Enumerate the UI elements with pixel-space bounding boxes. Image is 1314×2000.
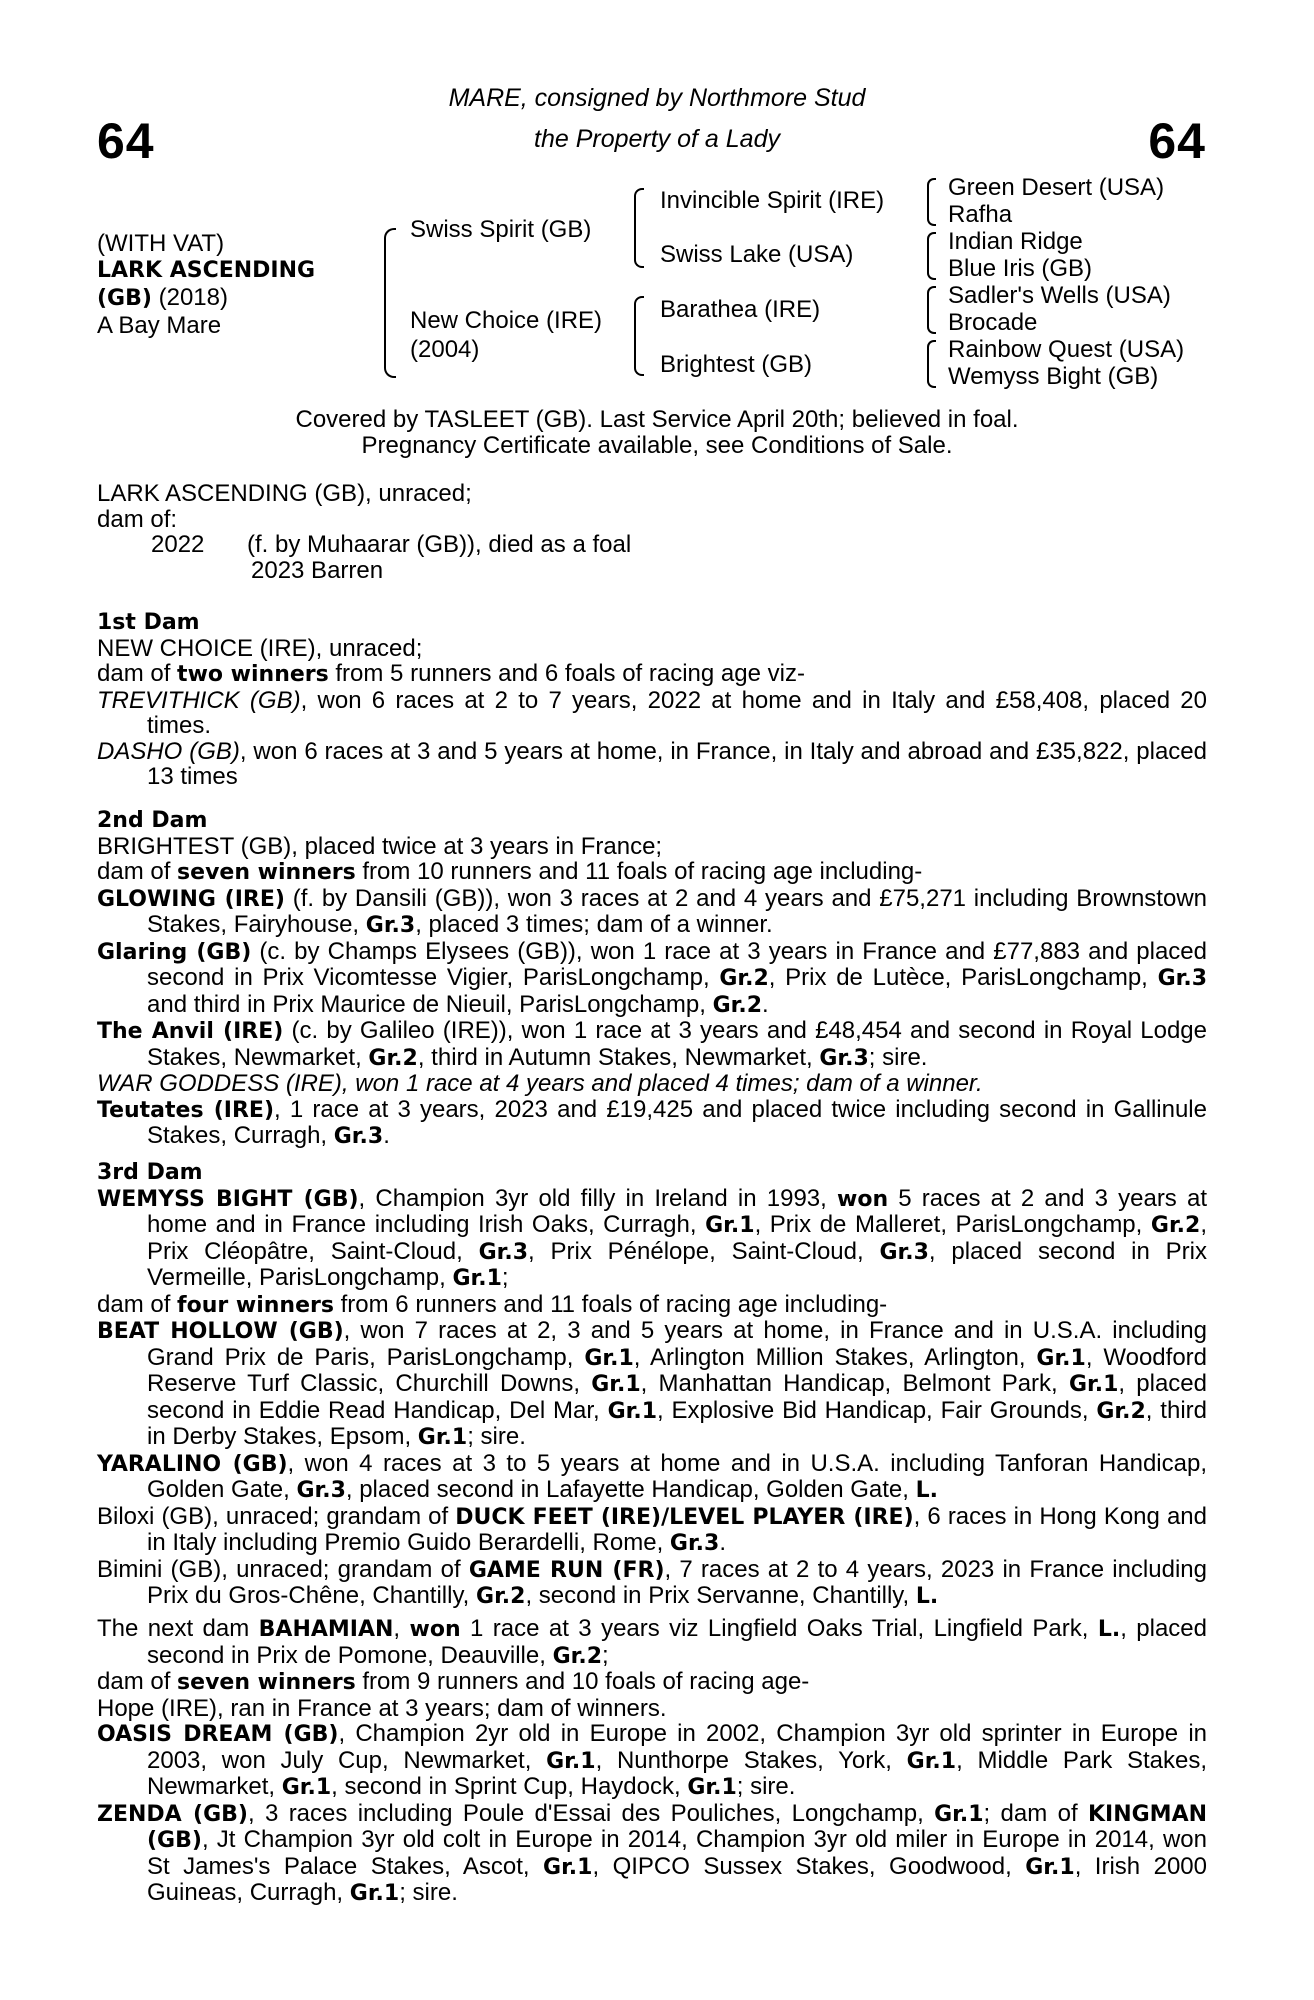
horse-year: (2018) (158, 284, 228, 311)
cover-line-2: Pregnancy Certificate available, see Conditions of Sale. (361, 432, 953, 459)
text: , placed second in Lafayette Handicap, Golden Gate, (345, 1476, 916, 1503)
sdd: Blue Iris (GB) (948, 255, 1093, 282)
text: 1 race at 3 years viz Lingfield Oaks Trial, Lingfield Park, (460, 1615, 1098, 1642)
text: , placed 3 times; dam of a winner. (415, 911, 773, 938)
pedigree-brace-2 (634, 188, 644, 268)
progeny-entry (97, 1801, 1207, 1907)
grade: Gr.3 (669, 1531, 720, 1556)
grade: Gr.3 (296, 1478, 346, 1503)
next-dam-section (97, 1616, 1207, 1907)
horse-name: LARK ASCENDING (97, 258, 316, 283)
text: , Nunthorpe Stakes, York, (595, 1746, 907, 1774)
grade: Gr.2 (712, 992, 763, 1018)
first-dam-heading: 1st Dam (97, 610, 200, 635)
grade: Gr.2 (1150, 1213, 1201, 1238)
winners-count: seven winners (177, 860, 356, 885)
produce-section (97, 481, 1207, 583)
grade: Gr.1 (1036, 1345, 1086, 1371)
dam-dam: Brightest (GB) (660, 351, 813, 378)
text: from 9 runners and 10 foals of racing age- (355, 1668, 810, 1695)
grade: Gr.1 (584, 1345, 634, 1371)
text: , Jt Champion 3yr old colt in Europe in 2014, Champion 3yr old miler in Europe in 2014, won St James's Palace Stakes, Ascot, (147, 1826, 1207, 1880)
text: , 1 race at 3 years, 2023 and £19,425 and placed twice including second in Gallinule Stakes, Curragh, (147, 1095, 1207, 1149)
horse-desc: A Bay Mare (97, 312, 222, 339)
sire-sire: Invincible Spirit (IRE) (660, 187, 885, 214)
text: and third in Prix Maurice de Nieuil, ParisLongchamp, (147, 990, 713, 1018)
produce-line-2: dam of: (97, 505, 178, 533)
dds: Rainbow Quest (USA) (948, 336, 1185, 363)
progeny-entry (97, 1097, 1207, 1150)
grade: L. (1097, 1617, 1121, 1642)
produce-line-1: LARK ASCENDING (GB), unraced; (97, 480, 472, 507)
grade: Gr.2 (368, 1045, 418, 1071)
pedigree-brace-3 (634, 296, 644, 376)
grade: Gr.1 (607, 1398, 658, 1424)
progeny-name: GLOWING (IRE) (97, 886, 285, 912)
text: Bimini (GB), unraced; grandam of (97, 1555, 469, 1583)
progeny-name: OASIS DREAM (GB) (97, 1722, 339, 1747)
grade: Gr.2 (1096, 1398, 1146, 1424)
grade: Gr.1 (687, 1775, 737, 1800)
text: dam of (97, 1668, 178, 1695)
first-dam-section (97, 610, 1207, 790)
progeny-name: GAME RUN (FR) (468, 1557, 665, 1583)
text: . (762, 990, 769, 1018)
grade: Gr.1 (591, 1372, 641, 1397)
text: ; (602, 1641, 609, 1669)
progeny-name: Teutates (IRE) (97, 1097, 274, 1123)
text: , Woodford Reserve Turf Classic, Churchill Downs, (147, 1343, 1208, 1397)
vat-label: (WITH VAT) (97, 230, 225, 257)
text: The next dam (97, 1615, 259, 1642)
text: , second in Prix Servanne, Chantilly, (525, 1582, 916, 1609)
grade: Gr.2 (552, 1643, 602, 1669)
text: , won 6 races at 2 to 7 years, 2022 at home and in Italy and £58,408, placed 20 times. (147, 686, 1207, 739)
sss: Green Desert (USA) (948, 174, 1165, 201)
text: , 3 races including Poule d'Essai des Pouliches, Longchamp, (247, 1799, 935, 1827)
text: , 6 races in Hong Kong and in Italy including Premio Guido Berardelli, Rome, (147, 1502, 1207, 1556)
progeny-entry: WAR GODDESS (IRE), won 1 race at 4 years and placed 4 times; dam of a winner. (97, 1070, 983, 1097)
text: ; sire. (736, 1773, 796, 1800)
grade: Gr.1 (1068, 1372, 1119, 1397)
progeny-name: TREVITHICK (GB) (97, 686, 301, 714)
grade: Gr.1 (546, 1748, 596, 1774)
lot-number-right: 64 (1148, 113, 1206, 169)
text: ; sire. (868, 1043, 928, 1071)
pedigree-brace-4 (927, 178, 936, 226)
text: , placed second in Prix Vermeille, ParisLongchamp, (147, 1237, 1207, 1291)
second-dam-section (97, 808, 1207, 1150)
pedigree-brace-7 (927, 340, 936, 388)
text: , third in Autumn Stakes, Newmarket, (417, 1043, 820, 1071)
text: , Arlington Million Stakes, Arlington, (633, 1343, 1037, 1371)
cover-line-1: Covered by TASLEET (GB). Last Service April 20th; believed in foal. (295, 406, 1019, 433)
text: , placed second in Prix de Pomone, Deauville, (147, 1615, 1208, 1669)
grade: Gr.2 (476, 1584, 526, 1609)
progeny-name: DASHO (GB) (97, 737, 240, 765)
text: , Middle Park Stakes, Newmarket, (147, 1746, 1208, 1800)
third-dam-heading: 3rd Dam (97, 1160, 203, 1185)
horse-block (97, 230, 315, 339)
grade: Gr.1 (705, 1213, 755, 1238)
text: ; (501, 1264, 509, 1291)
text: (c. by Galileo (IRE)), won 1 race at 3 years and £48,454 and second in Royal Lodge Stakes, Newmarket, (147, 1017, 1207, 1071)
text: , Manhattan Handicap, Belmont Park, (640, 1370, 1069, 1397)
ddd: Wemyss Bight (GB) (948, 363, 1159, 390)
ssd: Rafha (948, 201, 1013, 228)
text: , 7 races at 2 to 4 years, 2023 in France including Prix du Gros-Chêne, Chantilly, (147, 1555, 1207, 1609)
text: , Explosive Bid Handicap, Fair Grounds, (657, 1396, 1097, 1424)
progeny-name: KINGMAN (GB) (147, 1801, 1208, 1853)
progeny-name: DUCK FEET (IRE)/LEVEL PLAYER (IRE) (455, 1504, 914, 1530)
horse-country: (GB) (97, 286, 152, 311)
progeny-entry (97, 688, 1207, 739)
grade: Gr.3 (478, 1239, 529, 1265)
pedigree-brace-1 (384, 228, 396, 378)
second-dam-line-1: BRIGHTEST (GB), placed twice at 3 years in France; (97, 832, 663, 860)
grade: Gr.1 (417, 1425, 468, 1450)
progeny-name: The Anvil (IRE) (97, 1019, 284, 1044)
text: , won 6 races at 3 and 5 years at home, in France, in Italy and abroad and £35,822, placed 13 times (147, 737, 1208, 790)
pedigree-brace-5 (927, 232, 936, 280)
dss: Sadler's Wells (USA) (948, 282, 1171, 309)
winners-count: two winners (177, 662, 329, 687)
progeny-name: BEAT HOLLOW (GB) (97, 1319, 344, 1344)
text: ; dam of (983, 1799, 1088, 1827)
grade: Gr.2 (719, 966, 769, 991)
produce-entry-2: 2023 Barren (251, 556, 384, 584)
grade: L. (915, 1584, 939, 1609)
consignor-line: MARE, consigned by Northmore Stud (448, 84, 866, 112)
pedigree-brace-6 (927, 286, 936, 334)
sire: Swiss Spirit (GB) (410, 216, 592, 243)
third-dam-section (97, 1160, 1207, 1610)
dam-name: BAHAMIAN (258, 1617, 394, 1642)
text: dam of (97, 1290, 178, 1318)
won: won (837, 1186, 889, 1212)
dam-year: (2004) (410, 336, 480, 363)
first-dam-line-1: NEW CHOICE (IRE), unraced; (97, 634, 423, 662)
text: , Champion 2yr old in Europe in 2002, Champion 3yr old sprinter in Europe in 2003, won July Cup, Newmarket, (147, 1720, 1207, 1774)
text: , QIPCO Sussex Stakes, Goodwood, (592, 1852, 1026, 1880)
text: , (393, 1615, 410, 1642)
text: , Prix de Lutèce, ParisLongchamp, (768, 964, 1158, 991)
grade: Gr.1 (543, 1854, 593, 1880)
dsd: Brocade (948, 309, 1038, 336)
progeny-entry (97, 1318, 1207, 1451)
text: , third in Derby Stakes, Epsom, (147, 1396, 1207, 1450)
text: Biloxi (GB), unraced; grandam of (97, 1502, 456, 1530)
progeny-entry (97, 1557, 1207, 1610)
winners-count: seven winners (177, 1670, 356, 1695)
text: , Champion 3yr old filly in Ireland in 1993, (358, 1184, 837, 1212)
text: . (719, 1529, 727, 1556)
progeny-entry (97, 1721, 1207, 1801)
text: , Prix de Malleret, ParisLongchamp, (754, 1211, 1151, 1238)
dam: New Choice (IRE) (410, 307, 603, 334)
grade: Gr.1 (906, 1748, 957, 1774)
grade: Gr.1 (349, 1881, 400, 1906)
second-dam-heading: 2nd Dam (97, 808, 208, 833)
progeny-entry (97, 886, 1207, 939)
grade: Gr.3 (1157, 966, 1207, 991)
text: , Prix Pénélope, Saint-Cloud, (528, 1237, 880, 1265)
text: , Prix Cléopâtre, Saint-Cloud, (147, 1211, 1207, 1265)
text: from 6 runners and 11 foals of racing age including- (333, 1290, 888, 1318)
text: dam of (97, 660, 178, 687)
winners-count: four winners (177, 1292, 334, 1318)
progeny-entry (97, 1018, 1207, 1071)
dam-name: WEMYSS BIGHT (GB) (97, 1186, 359, 1212)
text: . (383, 1122, 390, 1149)
text: dam of (97, 858, 178, 885)
grade: Gr.3 (819, 1045, 869, 1071)
progeny-entry (97, 739, 1207, 790)
sds: Indian Ridge (948, 228, 1083, 255)
text: 5 races at 2 and 3 years at home and in France including Irish Oaks, Curragh, (147, 1184, 1207, 1238)
grade: Gr.3 (879, 1239, 929, 1265)
grade: Gr.3 (333, 1124, 384, 1149)
text: from 5 runners and 6 foals of racing age viz- (328, 660, 805, 687)
grade: L. (915, 1478, 938, 1503)
progeny-name: ZENDA (GB) (97, 1801, 248, 1827)
grade: Gr.1 (934, 1801, 984, 1827)
text: , placed second in Eddie Read Handicap, Del Mar, (147, 1370, 1207, 1424)
won: won (409, 1617, 461, 1642)
text: from 10 runners and 11 foals of racing age including- (355, 858, 923, 885)
text: (c. by Champs Elysees (GB)), won 1 race at 3 years in France and £77,883 and placed second in Prix Vicomtesse Vigier, ParisLongchamp, (147, 937, 1208, 991)
property-line: the Property of a Lady (534, 125, 780, 153)
progeny-entry (97, 1451, 1207, 1504)
text: , Irish 2000 Guineas, Curragh, (147, 1852, 1207, 1906)
produce-year: 2022 (151, 531, 205, 558)
text: , second in Sprint Cup, Haydock, (331, 1773, 688, 1800)
progeny-entry (97, 1504, 1207, 1557)
text: ; sire. (399, 1879, 458, 1906)
text: , won 7 races at 2, 3 and 5 years at home, in France and in U.S.A. including Grand Prix de Paris, ParisLongchamp, (147, 1317, 1208, 1371)
grade: Gr.1 (281, 1775, 332, 1800)
grade: Gr.1 (452, 1266, 502, 1291)
produce-entry-1: (f. by Muhaarar (GB)), died as a foal (247, 531, 632, 558)
progeny-entry (97, 939, 1207, 1019)
text: ; sire. (467, 1423, 526, 1450)
progeny-name: Glaring (GB) (97, 939, 252, 965)
dam-sire: Barathea (IRE) (660, 296, 821, 323)
lot-number-left: 64 (97, 113, 155, 169)
sire-dam: Swiss Lake (USA) (660, 241, 854, 268)
text: (f. by Dansili (GB)), won 3 races at 2 and 4 years and £75,271 including Brownstown Stakes, Fairyhouse, (147, 884, 1208, 938)
grade: Gr.1 (1025, 1854, 1075, 1880)
grade: Gr.3 (365, 913, 416, 938)
progeny-entry: Hope (IRE), ran in France at 3 years; dam of winners. (97, 1694, 667, 1722)
text: , won 4 races at 3 to 5 years at home and in U.S.A. including Tanforan Handicap, Golden Gate, (147, 1449, 1207, 1503)
progeny-name: YARALINO (GB) (97, 1451, 288, 1477)
